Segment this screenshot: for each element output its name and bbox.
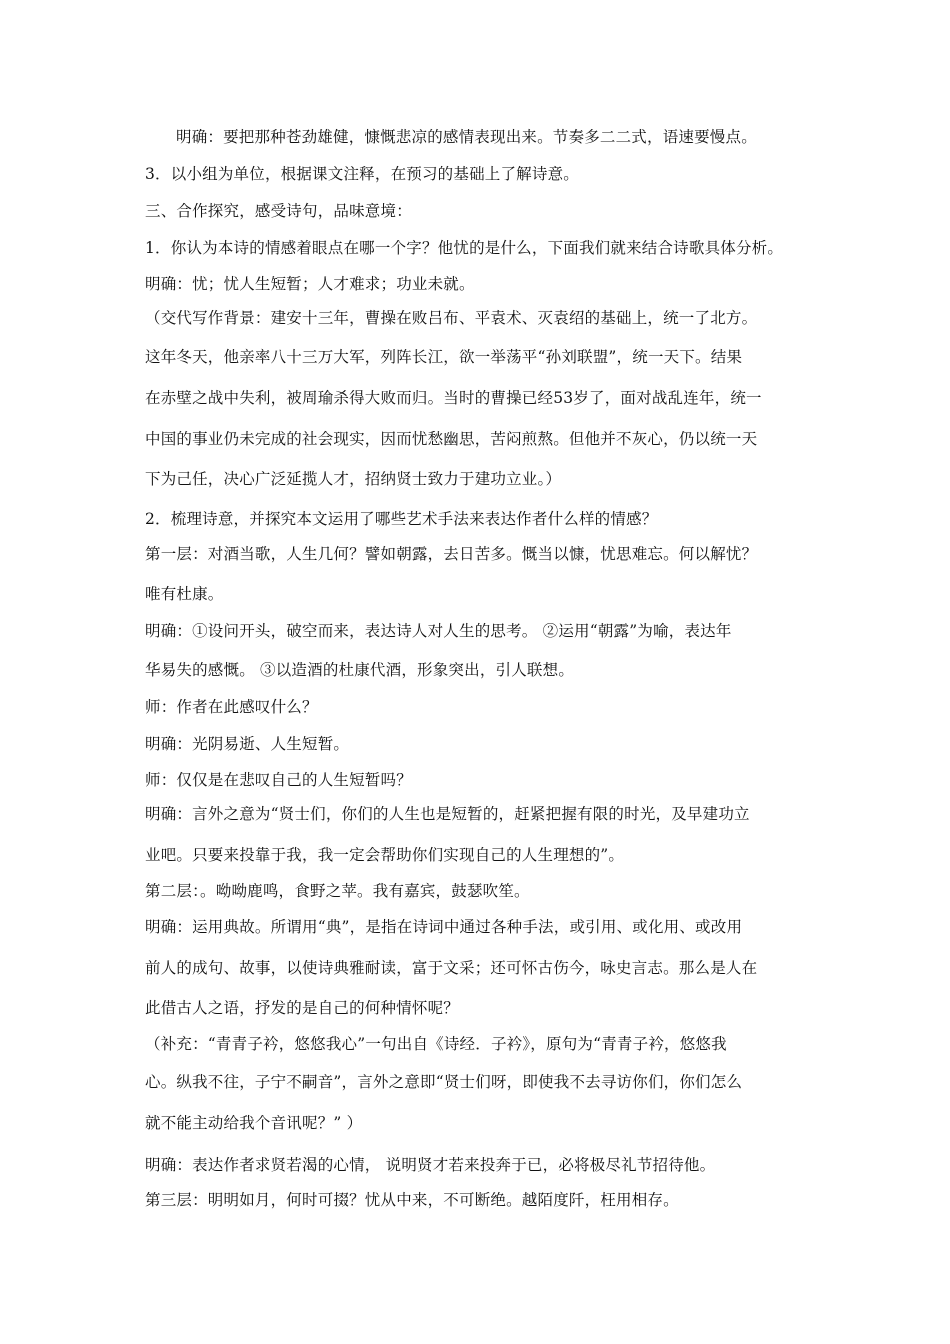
text-line: 唯有杜康。 <box>145 585 224 603</box>
text-line: 明确：①设问开头，破空而来，表达诗人对人生的思考。 ②运用“朝露”为喻，表达年 <box>145 622 732 640</box>
text-line: （补充：“青青子衿，悠悠我心”一句出自《诗经．子衿》，原句为“青青子衿，悠悠我 <box>145 1035 727 1053</box>
text-line: 第三层：明明如月，何时可掇？忧从中来，不可断绝。越陌度阡，枉用相存。 <box>145 1191 679 1209</box>
text-line: （交代写作背景：建安十三年，曹操在败吕布、平袁术、灭袁绍的基础上，统一了北方。 <box>145 309 758 327</box>
text-line: 明确：光阴易逝、人生短暂。 <box>145 735 350 753</box>
text-line: 师：作者在此感叹什么？ <box>145 698 318 716</box>
text-line: 明确：运用典故。所谓用“典”，是指在诗词中通过各种手法，或引用、或化用、或改用 <box>145 918 743 936</box>
text-line: 1．你认为本诗的情感着眼点在哪一个字？他忧的是什么，下面我们就来结合诗歌具体分析。 <box>145 239 784 257</box>
text-line: 2．梳理诗意，并探究本文运用了哪些艺术手法来表达作者什么样的情感？ <box>145 510 658 528</box>
text-line: 前人的成句、故事，以使诗典雅耐读，富于文采；还可怀古伤今，咏史言志。那么是人在 <box>145 959 758 977</box>
text-line: 明确：表达作者求贤若渴的心情， 说明贤才若来投奔于已，必将极尽礼节招待他。 <box>145 1156 716 1174</box>
text-line: 3．以小组为单位，根据课文注释，在预习的基础上了解诗意。 <box>145 165 579 183</box>
text-line: 就不能主动给我个音讯呢？” ） <box>145 1114 363 1132</box>
text-line: 师：仅仅是在悲叹自己的人生短暂吗？ <box>145 771 412 789</box>
text-line: 明确：言外之意为“贤士们，你们的人生也是短暂的，赶紧把握有限的时光，及早建功立 <box>145 805 750 823</box>
section-heading: 三、合作探究，感受诗句，品味意境： <box>145 202 412 220</box>
text-line: 第二层：。呦呦鹿鸣，食野之苹。我有嘉宾，鼓瑟吹笙。 <box>145 882 530 900</box>
text-line: 业吧。只要来投靠于我，我一定会帮助你们实现自己的人生理想的”。 <box>145 846 625 864</box>
text-line: 在赤壁之战中失利，被周瑜杀得大败而归。当时的曹操已经53岁了，面对战乱连年，统一 <box>145 389 762 407</box>
text-line: 这年冬天，他亲率八十三万大军，列阵长江，欲一举荡平“孙刘联盟”，统一天下。结果 <box>145 348 743 366</box>
text-line: 下为己任，决心广泛延揽人才，招纳贤士致力于建功立业。） <box>145 470 562 488</box>
text-line: 心。纵我不往，子宁不嗣音”，言外之意即“贤士们呀，即使我不去寻访你们，你们怎么 <box>145 1073 743 1091</box>
text-line: 第一层：对酒当歌，人生几何？譬如朝露，去日苦多。慨当以慷，忧思难忘。何以解忧？ <box>145 545 758 563</box>
text-line: 此借古人之语，抒发的是自己的何种情怀呢？ <box>145 999 460 1017</box>
text-line: 中国的事业仍未完成的社会现实，因而忧愁幽思，苦闷煎熬。但他并不灰心，仍以统一天 <box>145 430 758 448</box>
text-line: 明确：要把那种苍劲雄健，慷慨悲凉的感情表现出来。节奏多二二式，语速要慢点。 <box>176 128 757 146</box>
text-line: 华易失的感慨。 ③以造酒的杜康代酒，形象突出，引人联想。 <box>145 661 575 679</box>
text-line: 明确：忧；忧人生短暂；人才难求；功业未就。 <box>145 275 475 293</box>
